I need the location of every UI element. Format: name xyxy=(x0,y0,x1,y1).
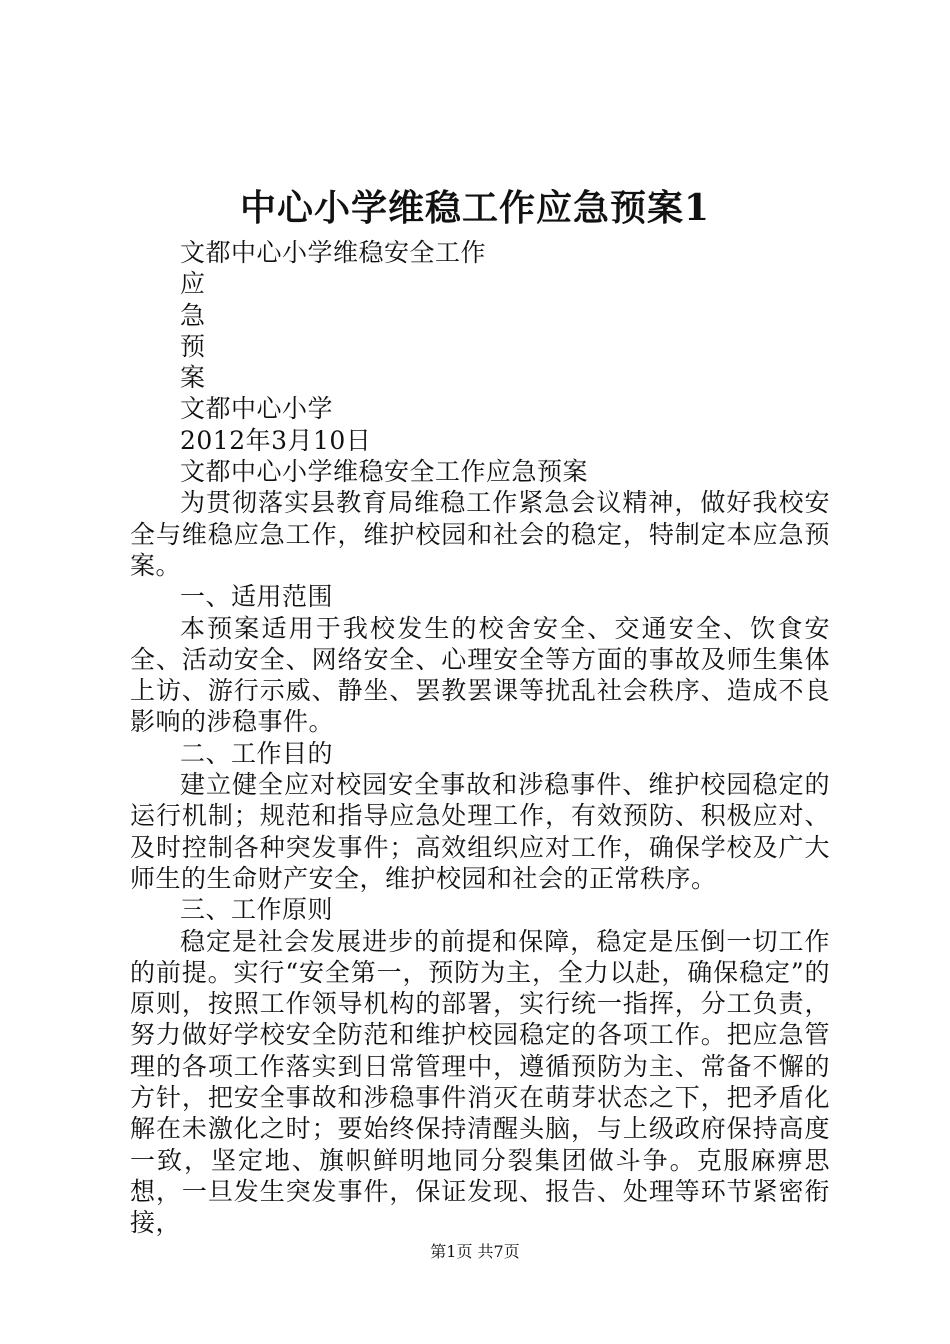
paragraph: 建立健全应对校园安全事故和涉稳事件、维护校园稳定的运行机制；规范和指导应急处理工作，有效预防、积极应对、及时控制各种突发事件；高效组织应对工作，确保学校及广大师生的生命财产安全，维护校园和社会的正常秩序。 xyxy=(130,770,830,893)
document-subtitle: 文都中心小学维稳安全工作应急预案 xyxy=(180,457,589,487)
header-line: 预 xyxy=(180,331,206,361)
page-number: 第1页 共7页 xyxy=(430,1242,520,1261)
document-date: 2012年3月10日 xyxy=(180,425,372,455)
header-line: 案 xyxy=(180,363,206,393)
paragraph: 稳定是社会发展进步的前提和保障，稳定是压倒一切工作的前提。实行“安全第一，预防为主，全力以赴，确保稳定”的原则，按照工作领导机构的部署，实行统一指挥，分工负责，努力做好学校安全防范和维护校园稳定的各项工作。把应急管理的各项工作落实到日常管理中，遵循预防为主、常备不懈的方针，把安全事故和涉稳事件消灭在萌芽状态之下，把矛盾化解在未激化之时；要始终保持清醒头脑，与上级政府保持高度一致，坚定地、旗帜鲜明地同分裂集团做斗争。克服麻痹思想，一旦发生突发事件，保证发现、报告、处理等环节紧密衔接， xyxy=(130,926,830,1238)
school-name: 文都中心小学 xyxy=(180,394,334,424)
header-line: 应 xyxy=(180,269,206,299)
document-title: 中心小学维稳工作应急预案1 xyxy=(239,187,711,229)
section-heading: 一、适用范围 xyxy=(180,582,334,612)
paragraph-intro: 为贯彻落实县教育局维稳工作紧急会议精神，做好我校安全与维稳应急工作，维护校园和社会的稳定，特制定本应急预案。 xyxy=(130,488,830,580)
document-body xyxy=(130,237,830,1239)
header-line: 急 xyxy=(180,300,206,330)
section-heading: 二、工作目的 xyxy=(180,738,334,768)
header-line: 文都中心小学维稳安全工作 xyxy=(180,238,487,267)
paragraph: 本预案适用于我校发生的校舍安全、交通安全、饮食安全、活动安全、网络安全、心理安全等方面的事故及师生集体上访、游行示威、静坐、罢教罢课等扰乱社会秩序、造成不良影响的涉稳事件。 xyxy=(130,613,830,737)
section-heading: 三、工作原则 xyxy=(180,895,334,925)
